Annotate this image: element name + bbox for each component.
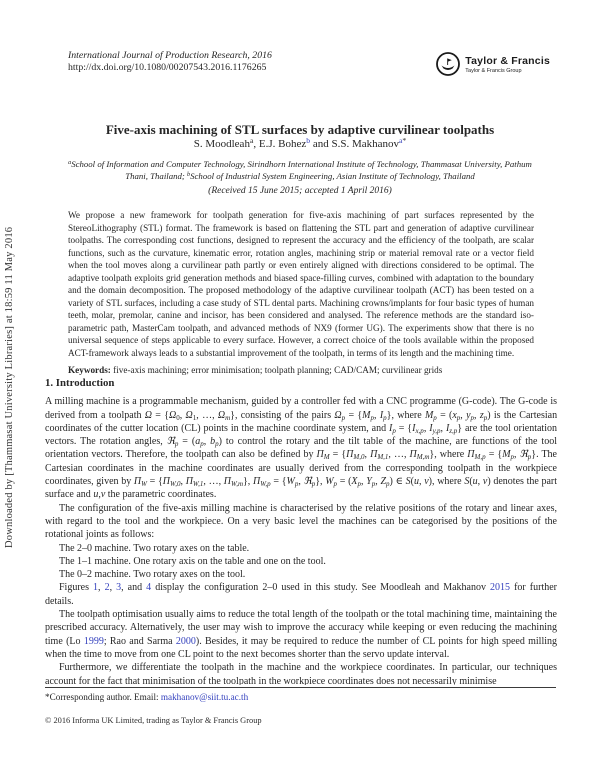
text-segment: ). Besides, it may be required to reduce the number of CL points for high speed milling when the time to move from one CL point to the next becomes shorter than the servo update interval. xyxy=(45,635,557,660)
text-segment: , …, xyxy=(196,409,218,421)
text-segment: z xyxy=(479,409,484,421)
article-title: Five-axis machining of STL surfaces by adaptive curvilinear toolpaths xyxy=(105,121,495,137)
text-segment: , xyxy=(298,476,304,488)
text-segment: X xyxy=(351,476,358,488)
text-segment: Ω xyxy=(169,409,177,421)
inline-link[interactable]: 2000 xyxy=(175,635,196,647)
text-segment: p xyxy=(174,439,179,448)
text-segment: p xyxy=(527,453,532,462)
text-segment: z,p xyxy=(449,426,458,435)
text-segment: , xyxy=(98,582,105,594)
text-segment: , E.J. Bohez xyxy=(253,138,307,150)
inline-link[interactable]: 3 xyxy=(116,582,122,594)
text-segment: ℜ xyxy=(166,436,175,448)
text-segment: W,0 xyxy=(170,479,181,488)
text-segment: y,p xyxy=(432,426,441,435)
text-segment: p xyxy=(294,479,299,488)
text-segment: ℜ xyxy=(303,476,312,488)
text-segment: Π xyxy=(467,449,475,461)
keywords-line xyxy=(68,365,534,375)
text-segment: }, where xyxy=(386,409,425,421)
journal-title: International Journal of Production Research, 2016 xyxy=(68,50,272,61)
text-segment: , xyxy=(474,409,480,421)
keywords-label: Keywords: xyxy=(68,365,111,375)
text-segment: Π xyxy=(370,449,378,461)
text-segment: = { xyxy=(329,449,347,461)
doi-line: http://dx.doi.org/10.1080/00207543.2016.1176265 xyxy=(68,62,267,73)
text-segment: Z xyxy=(380,476,387,488)
inline-link[interactable]: b xyxy=(306,136,311,146)
text-segment: p xyxy=(392,426,396,435)
front-matter xyxy=(68,209,534,377)
text-segment: School of Industrial System Engineering, Asian Institute of Technology, Thailand xyxy=(190,170,475,181)
text-segment: *Corresponding author. Email: xyxy=(45,692,161,702)
text-segment: School of Information and Computer Technology, Sirindhorn International Institute of Technology, Thammasat University, Pathum Thani, Thailand; xyxy=(71,159,532,181)
text-segment: Π xyxy=(133,476,142,488)
furthermore-paragraph: Furthermore, we differentiate the toolpath in the machine and the workpiece coordinates. In particular, our techniques account for the fact that minimisation of the toolpath in the workpiece coordinates does not necessarily minimise xyxy=(45,662,557,685)
text-segment: a xyxy=(249,136,254,146)
text-segment: v xyxy=(482,476,488,488)
text-segment: , …, xyxy=(203,476,224,488)
text-segment: ) denotes the part surface and xyxy=(45,476,557,501)
inline-link[interactable]: a xyxy=(399,136,403,146)
text-segment: , xyxy=(477,476,483,488)
intro-paragraph-2: The configuration of the five-axis milling machine is characterised by the relative positions of the rotary and linear axes, with regard to the tool and the workpiece. On a very basic level the machines can be categorised by the positions of the rotational joints as follows: xyxy=(45,502,557,541)
text-segment: , xyxy=(203,436,211,448)
inline-link[interactable]: 2015 xyxy=(490,582,511,594)
text-segment: Π xyxy=(346,449,354,461)
page-header xyxy=(68,50,550,77)
text-segment: Ω xyxy=(217,409,226,421)
text-segment: ) is the Cartesian coordinates of the cutter location (CL) points in the machine coordinate system, and xyxy=(45,409,557,434)
text-segment: }, consisting of the pairs xyxy=(230,409,335,421)
text-segment: M xyxy=(502,449,511,461)
journal-info xyxy=(68,50,272,74)
text-segment: b xyxy=(187,171,191,178)
text-segment: The toolpath optimisation usually aims to reduce the total length of the toolpath or the total machining time, maintaining the prescribed accuracy. Alternatively, the user may wish to improve the accuracy while keeping or even reducing the machining time (Lo xyxy=(45,609,557,647)
text-segment: W xyxy=(141,479,147,488)
text-segment: I xyxy=(379,409,384,421)
text-segment: y xyxy=(466,409,471,421)
text-segment: W xyxy=(286,476,295,488)
text-segment: p xyxy=(357,479,362,488)
text-segment: I xyxy=(389,422,393,434)
text-segment: I xyxy=(412,422,416,434)
received-line: (Received 15 June 2015; accepted 1 April 2016) xyxy=(208,186,392,196)
taylor-francis-logo-icon xyxy=(435,51,461,77)
text-segment: S. Moodleah xyxy=(193,138,250,150)
text-segment: Ω xyxy=(185,409,193,421)
text-segment: M,p xyxy=(474,453,486,462)
machine-type-line: The 2–0 machine. Two rotary axes on the table. xyxy=(59,542,250,554)
text-segment: }, xyxy=(315,476,326,488)
text-segment: , xyxy=(364,449,371,461)
text-segment: Π xyxy=(409,449,417,461)
text-segment: } are the tool orientation vectors. The rotation angles, xyxy=(45,422,557,448)
text-segment: ) to control the rotary and the tilt table of the machine, are functions of the tool orientation vectors. Therefore, the toolpath can also be defined by xyxy=(45,436,557,461)
text-segment: display the configuration 2–0 used in this study. See Moodleah and Makhanov xyxy=(151,582,491,594)
machine-type-line: The 1–1 machine. One rotary axis on the table and one on the tool. xyxy=(59,555,326,567)
text-segment: p xyxy=(470,413,475,422)
text-segment: M xyxy=(323,453,330,462)
text-segment: Y xyxy=(366,476,372,488)
footnote-divider xyxy=(45,687,556,688)
text-segment: p xyxy=(510,453,515,462)
text-segment: , xyxy=(98,489,101,501)
text-segment: , and xyxy=(121,582,147,594)
text-segment: Π xyxy=(185,476,193,488)
copyright-line: © 2016 Informa UK Limited, trading as Taylor & Francis Group xyxy=(45,716,262,725)
text-segment: p xyxy=(370,413,375,422)
text-segment: S xyxy=(405,476,411,488)
text-segment: W,p xyxy=(260,479,271,488)
text-segment: p xyxy=(383,413,387,422)
text-segment: M xyxy=(424,409,434,421)
text-segment: M,0 xyxy=(353,453,365,462)
text-segment: p xyxy=(333,479,338,488)
text-segment: p xyxy=(456,413,461,422)
intro-paragraph-1 xyxy=(45,395,557,501)
author-line xyxy=(0,138,600,150)
text-segment: for further details. xyxy=(45,582,557,607)
text-segment: p xyxy=(371,479,376,488)
text-segment: Figures xyxy=(59,582,94,594)
text-segment: ℜ xyxy=(519,449,528,461)
text-segment: = ( xyxy=(178,436,196,448)
text-segment: a xyxy=(68,159,72,166)
text-segment: ) ∈ xyxy=(389,476,406,488)
text-segment: * xyxy=(402,136,407,146)
text-segment: ( xyxy=(410,476,415,488)
text-segment: , …, xyxy=(388,449,410,461)
inline-link[interactable]: makhanov@siit.tu.ac.th xyxy=(160,692,249,702)
text-segment: = { xyxy=(152,409,170,421)
text-segment: x xyxy=(452,409,457,421)
text-segment: }, xyxy=(243,476,253,488)
text-segment: A milling machine is a programmable mechanism, guided by a controller fed with a CNC programme (G-code). The G-code is derived from a toolpath xyxy=(45,396,557,421)
text-segment: M xyxy=(362,409,371,421)
text-segment: = ( xyxy=(337,476,352,488)
text-segment: }. The Cartesian coordinates in the machine coordinates are usually derived from the corresponding toolpath in the workpiece coordinates, given by xyxy=(45,449,557,488)
keywords-text: five-axis machining; error minimisation; toolpath planning; CAD/CAM; curvilinear grids xyxy=(110,365,443,375)
text-segment: , xyxy=(440,422,446,434)
text-segment: 0 xyxy=(176,413,180,422)
section-heading-introduction: 1. Introduction xyxy=(45,377,115,389)
inline-link[interactable]: 1999 xyxy=(83,635,104,647)
text-segment: = { xyxy=(146,476,163,488)
text-segment: and S.S. Makhanov xyxy=(310,138,399,150)
text-segment: = { xyxy=(270,476,287,488)
text-segment: p xyxy=(200,439,204,448)
text-segment: , xyxy=(460,409,467,421)
text-segment: Π xyxy=(316,449,324,461)
download-stamp: Downloaded by [Thammasat University Libraries] at 18:59 11 May 2016 xyxy=(4,226,15,548)
text-segment: Ω xyxy=(144,409,152,421)
text-segment: }, where xyxy=(429,449,468,461)
text-segment: , xyxy=(374,409,380,421)
text-segment: W xyxy=(325,476,334,488)
text-segment: u xyxy=(93,489,99,501)
text-segment: = { xyxy=(395,422,413,434)
inline-link[interactable]: 2 xyxy=(104,582,110,594)
text-segment: p xyxy=(341,413,346,422)
taylor-francis-logo xyxy=(435,51,550,77)
text-segment: v xyxy=(100,489,106,501)
text-segment: , xyxy=(375,476,381,488)
text-segment: p xyxy=(311,479,316,488)
text-segment: , xyxy=(514,449,520,461)
text-segment: ( xyxy=(469,476,473,488)
text-segment: = { xyxy=(485,449,503,461)
text-segment: 1 xyxy=(192,413,197,422)
logo-text xyxy=(465,55,550,74)
text-segment: u xyxy=(414,476,420,488)
text-segment: Π xyxy=(253,476,261,488)
text-segment: a xyxy=(195,436,201,448)
text-segment: M,1 xyxy=(377,453,389,462)
logo-name: Taylor & Francis xyxy=(465,54,550,67)
text-segment: , xyxy=(423,422,430,434)
inline-link[interactable]: 1 xyxy=(93,582,99,594)
text-segment: u xyxy=(472,476,478,488)
text-segment: M,m xyxy=(416,453,430,462)
corresponding-author-footnote xyxy=(45,692,248,702)
text-segment: m xyxy=(225,413,231,422)
text-segment: = ( xyxy=(436,409,453,421)
text-segment: , xyxy=(109,582,117,594)
text-segment: S xyxy=(464,476,470,488)
text-segment: x,p xyxy=(415,426,424,435)
text-segment: ; Rao and Sarma xyxy=(103,635,176,647)
text-segment: W,m xyxy=(231,479,243,488)
text-segment: Π xyxy=(162,476,171,488)
text-segment: p xyxy=(483,413,488,422)
text-segment: v xyxy=(424,476,429,488)
text-segment: Π xyxy=(223,476,231,488)
abstract-paragraph: We propose a new framework for toolpath generation for five-axis machining of part surfaces represented by the StereoLithography (STL) format. The framework is based on flattening the STL part and generation of adaptive curvilinear toolpaths. The corresponding cost functions, designed to represent the accuracy and the efficiency of the toolpath, are scalar functions, such as the curvature, kinematic error, rotation angles, machining strip or material removal rate or a vector field when the tool moves along a curvilinear path partly or even entirely aligned with directions considered to be optimal. The adaptive toolpath exploits grid generation methods and biased space-filling curves, combined with adaptation to the boundary and the domain decomposition. The proposed methodology of the adaptive curvilinear toolpath (ACT) has been tested on a variety of STL surfaces, including a case study of STL dental parts. Machining crowns/implants for four basic types of human teeth, molar, premolar, canine and incisor, has been considered and analysed. The reference methods are the standard iso-parametric path, MasterCam toolpath, and advanced methods of NX9 (former UG). The experiments show that there is no universal sequence of steps applicable to every surface. However, a correct choice of the tools available within the proposed ACT-framework always leads to a substantial improvement of the toolpath, in terms of its length and the machining time. xyxy=(68,210,534,358)
text-segment: , xyxy=(179,409,186,421)
text-segment: ), where xyxy=(428,476,465,488)
text-segment: , xyxy=(361,476,367,488)
text-segment: p xyxy=(215,439,219,448)
text-segment: W,1 xyxy=(192,479,204,488)
affiliation-line xyxy=(58,159,542,182)
introduction-section xyxy=(45,377,557,685)
text-segment: , xyxy=(419,476,425,488)
text-segment: I xyxy=(429,422,433,434)
text-segment: I xyxy=(445,422,450,434)
text-segment: p xyxy=(433,413,437,422)
text-segment: , xyxy=(180,476,186,488)
text-segment: = { xyxy=(345,409,363,421)
figures-reference-paragraph xyxy=(45,581,557,608)
text-segment: the parametric coordinates. xyxy=(105,489,217,501)
machine-type-line: The 0–2 machine. Two rotary axes on the tool. xyxy=(59,569,246,581)
logo-subtitle: Taylor & Francis Group xyxy=(465,67,522,74)
text-segment: b xyxy=(210,436,216,448)
text-segment: Ω xyxy=(334,409,342,421)
toolpath-optimisation-paragraph xyxy=(45,608,557,661)
text-segment: p xyxy=(386,479,390,488)
inline-link[interactable]: 4 xyxy=(146,582,152,594)
